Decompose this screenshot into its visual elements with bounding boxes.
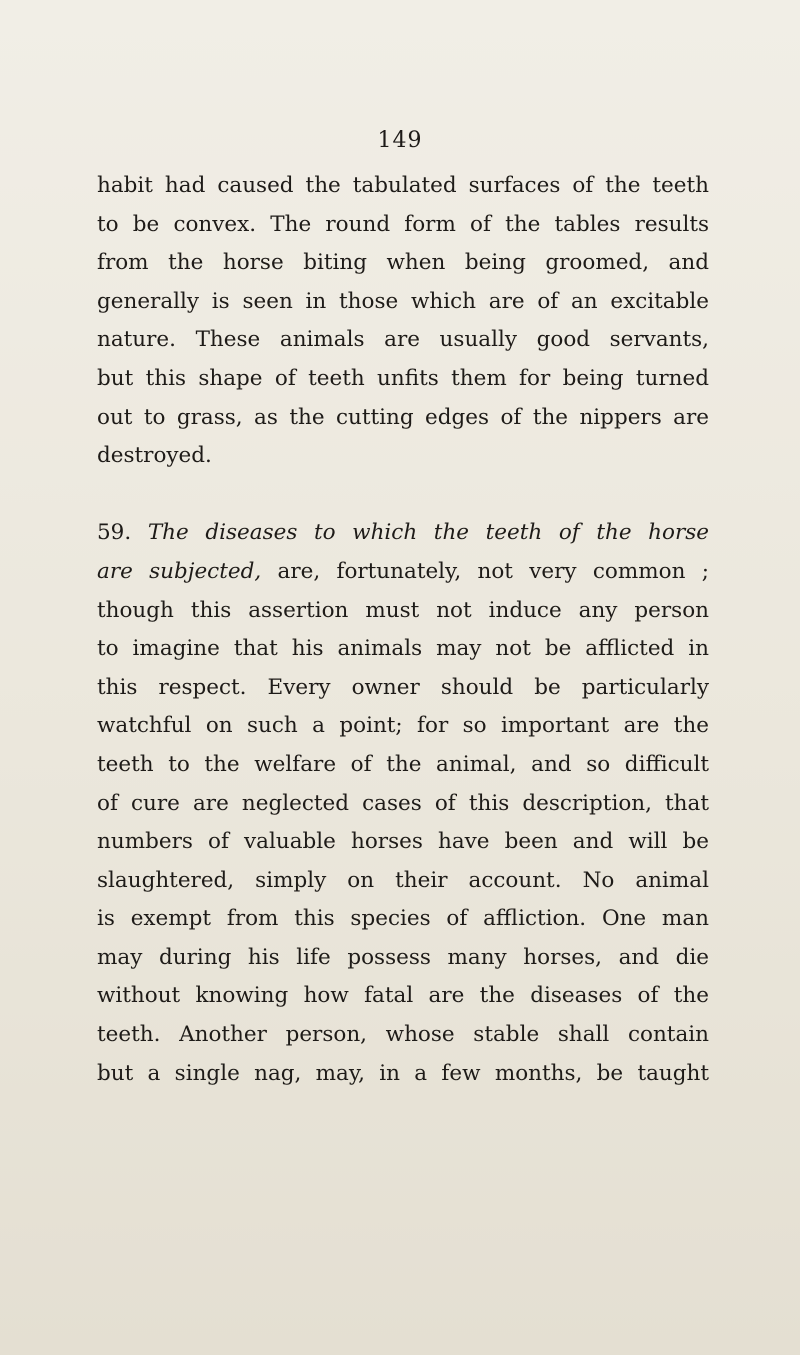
text-line: numbers of valuable horses have been and will be — [97, 829, 709, 855]
italic-lead: The diseases to which the teeth of the horse — [147, 520, 709, 546]
text-line: may during his life possess many horses, and die — [97, 944, 709, 970]
text-line: teeth. Another person, whose stable shall contain — [97, 1022, 709, 1048]
text-line-heading — [97, 514, 709, 553]
text-line: to be convex. The round form of the tables results — [97, 211, 709, 237]
text-line: to imagine that his animals may not be afflicted in — [97, 636, 709, 662]
paragraph-59 — [97, 514, 709, 1093]
text-line: slaughtered, simply on their account. No animal — [97, 867, 709, 893]
text-line: though this assertion must not induce any person — [97, 597, 709, 623]
body-text — [97, 167, 709, 1093]
italic-continuation: are subjected, — [97, 558, 262, 584]
text-line: but a single nag, may, in a few months, be taught — [97, 1060, 709, 1086]
text-line: but this shape of teeth unfits them for being turned — [97, 365, 709, 391]
text-line: generally is seen in those which are of an excitable — [97, 288, 709, 314]
paragraph-spacer — [97, 476, 709, 515]
text-line: without knowing how fatal are the diseases of the — [97, 983, 709, 1009]
paragraph-number: 59. — [97, 520, 132, 546]
text-line: nature. These animals are usually good servants, — [97, 327, 709, 353]
text-line: habit had caused the tabulated surfaces of the teeth — [97, 173, 709, 198]
text-continuation: are, fortunately, not very common ; — [261, 558, 709, 584]
text-line: out to grass, as the cutting edges of the nippers are — [97, 404, 709, 430]
text-line: watchful on such a point; for so important are the — [97, 713, 709, 739]
text-line — [97, 553, 709, 592]
text-line: is exempt from this species of affliction. One man — [97, 906, 709, 932]
text-line: of cure are neglected cases of this description, that — [97, 790, 709, 816]
text-line: this respect. Every owner should be particularly — [97, 674, 709, 700]
paragraph-1 — [97, 167, 709, 476]
text-line: teeth to the welfare of the animal, and so difficult — [97, 751, 709, 777]
text-line: from the horse biting when being groomed, and — [97, 250, 709, 276]
page-number: 149 — [377, 128, 423, 153]
text-line: destroyed. — [97, 443, 212, 469]
